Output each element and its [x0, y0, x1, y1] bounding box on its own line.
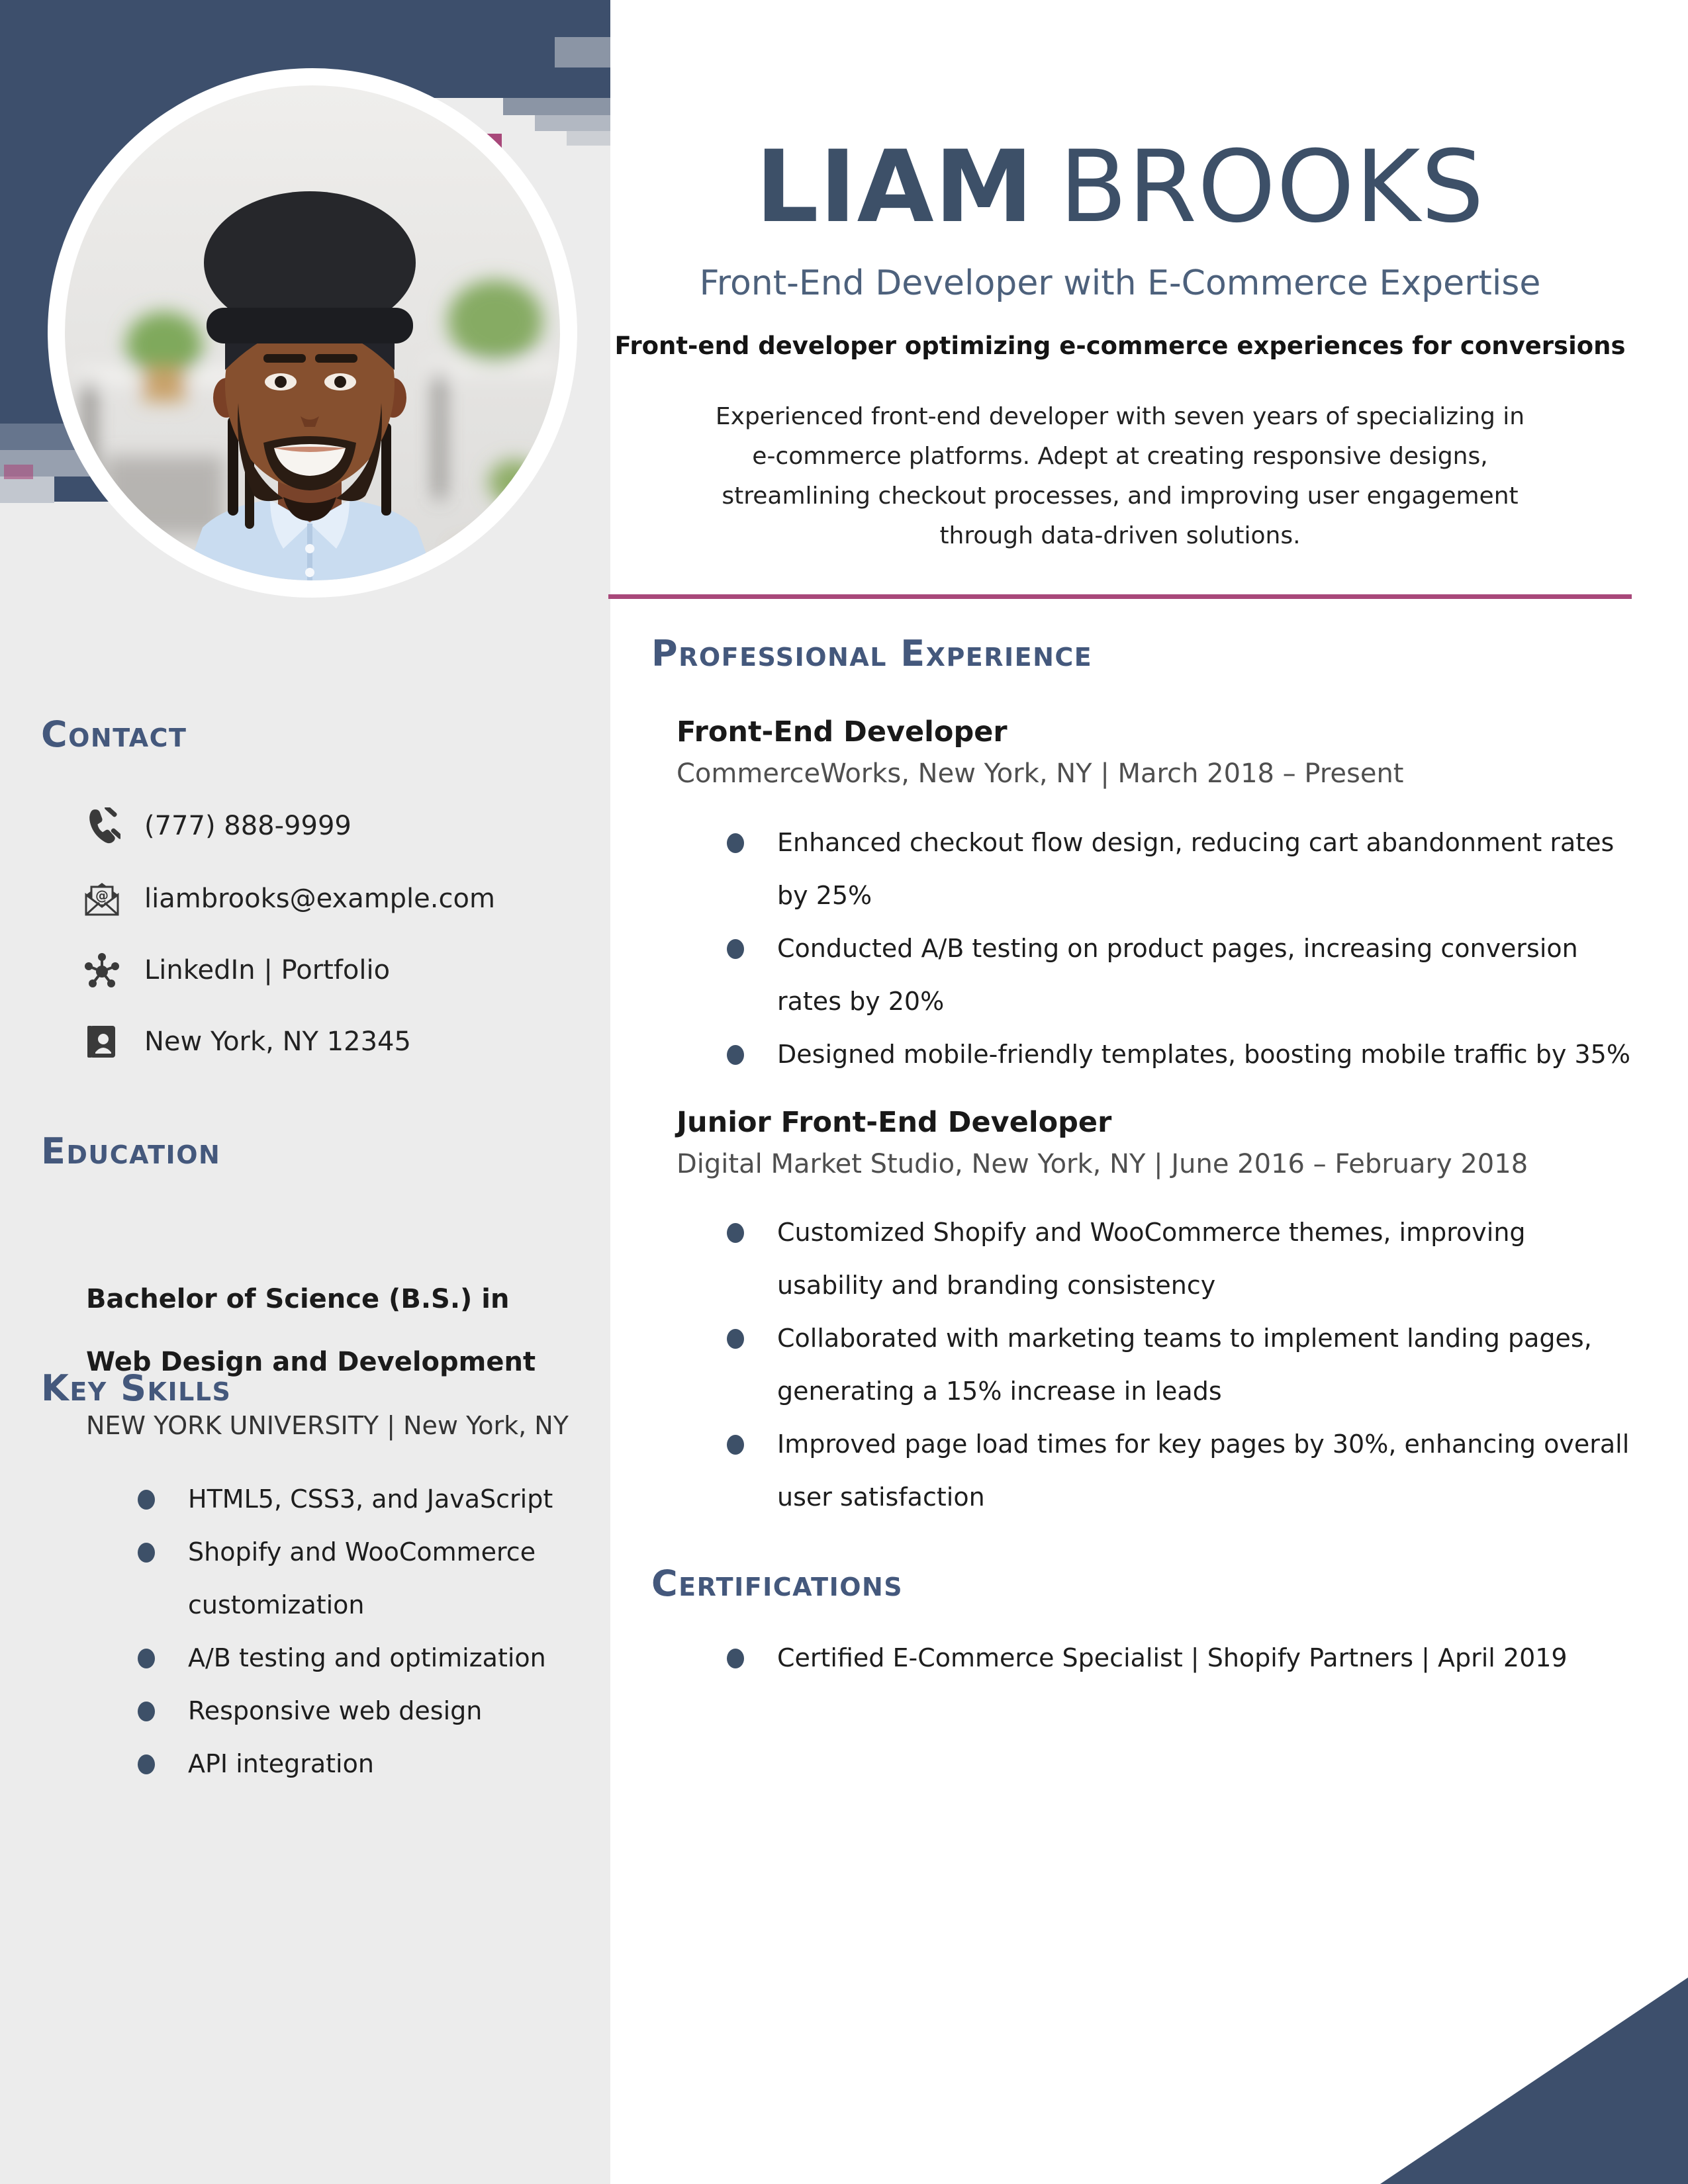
candidate-name — [608, 130, 1632, 245]
bullet-dot-icon — [138, 1754, 155, 1774]
skill-text: Shopify and WooCommerce customization — [188, 1537, 536, 1619]
bullet-text: Customized Shopify and WooCommerce themes, improving usability and branding consistency — [777, 1218, 1526, 1300]
skill-item — [138, 1525, 575, 1631]
certification-text: Certified E-Commerce Specialist | Shopify Partners | April 2019 — [777, 1643, 1568, 1672]
skills-list — [138, 1473, 575, 1790]
corner-triangle-decoration — [1380, 1978, 1688, 2184]
skill-item — [138, 1631, 575, 1684]
contact-row-email — [83, 875, 495, 923]
certification-list — [727, 1631, 1635, 1684]
job-bullet — [727, 1206, 1635, 1312]
bullet-dot-icon — [138, 1649, 155, 1668]
skill-text: HTML5, CSS3, and JavaScript — [188, 1484, 553, 1514]
profile-photo-ring — [48, 68, 577, 598]
email-address: liambrooks@example.com — [144, 884, 495, 914]
bullet-text: Designed mobile-friendly templates, boosting mobile traffic by 35% — [777, 1040, 1630, 1069]
certifications-heading: Certifications — [651, 1563, 904, 1604]
bullet-dot-icon — [138, 1543, 155, 1563]
degree-line-1: Bachelor of Science (B.S.) in — [86, 1284, 510, 1314]
skill-item — [138, 1684, 575, 1737]
skill-item — [138, 1737, 575, 1790]
bullet-dot-icon — [727, 1649, 744, 1668]
job-title: Front-End Developer — [677, 715, 1008, 749]
job-company-line: CommerceWorks, New York, NY | March 2018 – Present — [677, 758, 1404, 789]
bullet-dot-icon — [727, 1045, 744, 1065]
job-headline: Front-End Developer with E-Commerce Expertise — [699, 263, 1541, 303]
contact-row-address — [83, 1018, 411, 1066]
pixel-glitch-decoration — [535, 115, 610, 131]
job-bullet — [727, 1418, 1635, 1524]
pixel-glitch-decoration — [555, 37, 610, 68]
address-card-icon — [83, 1023, 120, 1060]
summary-paragraph: Experienced front-end developer with seven years of specializing in e-commerce platforms. Adept at creating responsive designs, streamlining checkout processes, and improving user engagement through data-driven solutions. — [715, 403, 1525, 549]
job-bullet-list — [727, 816, 1635, 1081]
bullet-text: Enhanced checkout flow design, reducing cart abandonment rates by 25% — [777, 828, 1615, 910]
profile-links: LinkedIn | Portfolio — [144, 955, 391, 985]
contact-heading: Contact — [41, 713, 187, 755]
svg-text:@: @ — [95, 887, 109, 903]
bullet-dot-icon — [727, 1223, 744, 1243]
pixel-glitch-decoration — [503, 98, 610, 115]
last-name: BROOKS — [1058, 130, 1485, 245]
certification-item — [727, 1631, 1635, 1684]
bullet-dot-icon — [138, 1490, 155, 1510]
skill-text: A/B testing and optimization — [188, 1643, 546, 1672]
phone-number: (777) 888-9999 — [144, 811, 352, 841]
tagline: Front-end developer optimizing e-commerce experiences for conversions — [614, 332, 1626, 360]
bullet-dot-icon — [727, 833, 744, 853]
job-bullet-list — [727, 1206, 1635, 1524]
bullet-dot-icon — [727, 1329, 744, 1349]
bullet-dot-icon — [727, 939, 744, 959]
key-skills-heading: Key Skills — [41, 1367, 232, 1409]
job-bullet — [727, 1028, 1635, 1081]
job-title: Junior Front-End Developer — [677, 1106, 1112, 1139]
job-bullet — [727, 816, 1635, 922]
phone-icon — [83, 807, 120, 844]
contact-row-phone — [83, 802, 352, 850]
profile-photo — [65, 85, 560, 580]
maroon-pixel-decoration — [4, 465, 33, 479]
section-divider-line — [608, 594, 1632, 599]
pixel-glitch-decoration — [0, 477, 54, 503]
bullet-text: Conducted A/B testing on product pages, increasing conversion rates by 20% — [777, 934, 1578, 1016]
degree-line-2: Web Design and Development — [86, 1347, 536, 1377]
bullet-text: Collaborated with marketing teams to implement landing pages, generating a 15% increase in leads — [777, 1324, 1592, 1406]
pixel-glitch-decoration — [567, 131, 610, 146]
profile-photo-illustration — [65, 85, 560, 580]
skill-item — [138, 1473, 575, 1525]
network-icon — [83, 952, 120, 989]
skill-text: Responsive web design — [188, 1696, 483, 1725]
school-line: NEW YORK UNIVERSITY | New York, NY — [86, 1411, 569, 1440]
job-bullet — [727, 1312, 1635, 1418]
experience-heading: Professional Experience — [651, 633, 1093, 674]
bullet-dot-icon — [138, 1702, 155, 1721]
bullet-dot-icon — [727, 1435, 744, 1455]
skill-text: API integration — [188, 1749, 374, 1778]
bullet-text: Improved page load times for key pages by 30%, enhancing overall user satisfaction — [777, 1430, 1630, 1512]
first-name: LIAM — [755, 130, 1034, 245]
location-text: New York, NY 12345 — [144, 1026, 411, 1057]
job-company-line: Digital Market Studio, New York, NY | June 2016 – February 2018 — [677, 1149, 1528, 1179]
job-bullet — [727, 922, 1635, 1028]
contact-row-links — [83, 946, 390, 994]
email-icon — [83, 880, 120, 917]
education-heading: Education — [41, 1130, 221, 1172]
